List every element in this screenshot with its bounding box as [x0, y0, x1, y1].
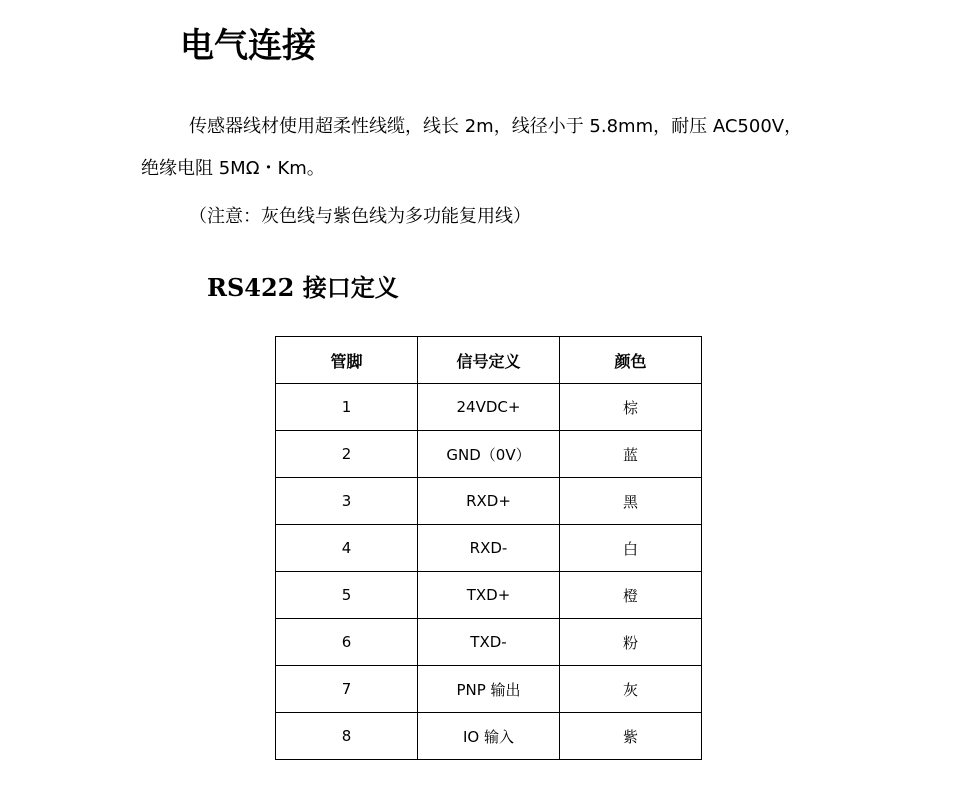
table-row: [276, 713, 702, 760]
pin-cell: 1: [276, 384, 418, 431]
table-row: [276, 384, 702, 431]
color-cell: 黑: [560, 478, 702, 525]
table-row: [276, 525, 702, 572]
table-row: [276, 666, 702, 713]
page-title: 电气连接: [180, 26, 316, 66]
signal-cell: 24VDC+: [418, 384, 560, 431]
pin-cell: 3: [276, 478, 418, 525]
color-cell: 白: [560, 525, 702, 572]
color-cell: 橙: [560, 572, 702, 619]
pin-cell: 5: [276, 572, 418, 619]
table-header-row: [276, 337, 702, 384]
pin-cell: 6: [276, 619, 418, 666]
table-row: [276, 478, 702, 525]
signal-cell: GND（0V）: [418, 431, 560, 478]
signal-cell: IO 输入: [418, 713, 560, 760]
color-cell: 棕: [560, 384, 702, 431]
color-cell: 紫: [560, 713, 702, 760]
signal-cell: TXD+: [418, 572, 560, 619]
table-row: [276, 431, 702, 478]
pin-cell: 4: [276, 525, 418, 572]
signal-cell: RXD+: [418, 478, 560, 525]
header-color: 颜色: [560, 337, 702, 384]
signal-cell: PNP 输出: [418, 666, 560, 713]
pin-definition-table: [275, 336, 702, 760]
pin-cell: 8: [276, 713, 418, 760]
pin-cell: 2: [276, 431, 418, 478]
color-cell: 灰: [560, 666, 702, 713]
cable-spec-line-2: 绝缘电阻 5MΩ・Km。: [141, 158, 325, 179]
note-text: （注意：灰色线与紫色线为多功能复用线）: [189, 206, 531, 227]
signal-cell: TXD-: [418, 619, 560, 666]
signal-cell: RXD-: [418, 525, 560, 572]
table-row: [276, 619, 702, 666]
table-row: [276, 572, 702, 619]
color-cell: 蓝: [560, 431, 702, 478]
header-pin: 管脚: [276, 337, 418, 384]
cable-spec-line-1: 传感器线材使用超柔性线缆，线长 2m，线径小于 5.8mm，耐压 AC500V，: [189, 116, 803, 137]
interface-title: RS422 接口定义: [207, 273, 399, 302]
pin-cell: 7: [276, 666, 418, 713]
header-signal: 信号定义: [418, 337, 560, 384]
color-cell: 粉: [560, 619, 702, 666]
